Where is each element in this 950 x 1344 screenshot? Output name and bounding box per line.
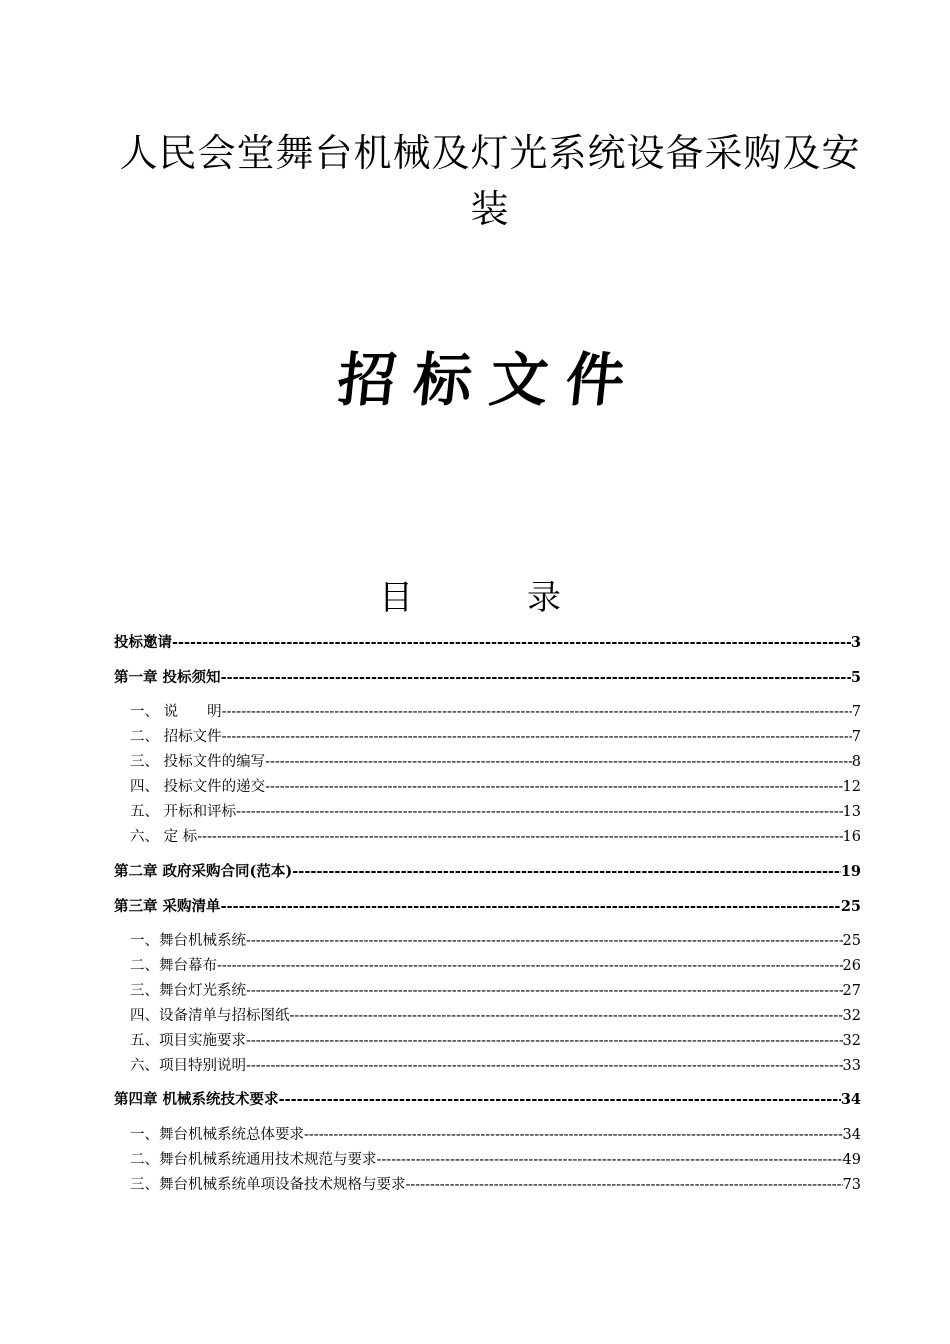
toc-entry-page: 25 xyxy=(842,933,861,949)
toc-leader xyxy=(197,826,842,848)
toc-entry-label: 第一章 投标须知 xyxy=(114,669,221,686)
toc-entry-page: 19 xyxy=(840,863,861,880)
toc-entry-page: 73 xyxy=(842,1177,861,1193)
toc-entry[interactable] xyxy=(114,667,861,689)
document-title: 人民会堂舞台机械及灯光系统设备采购及安装 xyxy=(119,131,861,231)
toc-entry[interactable] xyxy=(130,1124,861,1146)
toc-entry-label: 二、舞台幕布 xyxy=(130,958,217,974)
toc-leader xyxy=(246,1055,843,1077)
toc-entry-page: 34 xyxy=(842,1127,861,1143)
toc-entry[interactable] xyxy=(130,1055,861,1077)
toc-leader xyxy=(265,776,842,798)
toc-entry-label: 投标邀请 xyxy=(114,634,172,651)
toc-leader xyxy=(292,861,841,883)
toc-heading: 目 录 xyxy=(379,578,601,618)
toc-entry-label: 二、舞台机械系统通用技术规范与要求 xyxy=(130,1152,377,1168)
toc-leader xyxy=(279,1089,841,1111)
toc-entry[interactable] xyxy=(130,980,861,1002)
toc-entry[interactable] xyxy=(130,930,861,952)
toc-leader xyxy=(265,751,852,773)
toc-entry[interactable] xyxy=(130,701,861,723)
toc-leader xyxy=(246,930,843,952)
toc-entry[interactable] xyxy=(114,896,861,918)
toc-entry-page: 33 xyxy=(842,1058,861,1074)
toc-entry-page: 26 xyxy=(842,958,861,974)
toc-entry-label: 三、 投标文件的编写 xyxy=(130,754,266,770)
toc-entry-page: 25 xyxy=(840,898,861,915)
toc-entry-page: 7 xyxy=(851,704,861,720)
toc-leader xyxy=(221,667,851,689)
toc-leader xyxy=(246,1030,843,1052)
toc-leader xyxy=(217,955,843,977)
toc-entry[interactable] xyxy=(130,1005,861,1027)
toc-leader xyxy=(222,701,852,723)
toc-entry-label: 四、 投标文件的递交 xyxy=(130,779,266,795)
toc-entry-label: 一、舞台机械系统总体要求 xyxy=(130,1127,304,1143)
toc-entry-page: 49 xyxy=(842,1152,861,1168)
toc-entry[interactable] xyxy=(130,955,861,977)
toc-entry-label: 五、 开标和评标 xyxy=(130,804,237,820)
toc-entry[interactable] xyxy=(130,1030,861,1052)
toc-entry-page: 34 xyxy=(840,1091,861,1108)
toc-entry-page: 12 xyxy=(842,779,861,795)
toc-entry-label: 第三章 采购清单 xyxy=(114,898,221,915)
toc-entry-label: 三、舞台机械系统单项设备技术规格与要求 xyxy=(130,1177,406,1193)
toc-leader xyxy=(236,801,842,823)
toc-entry[interactable] xyxy=(114,861,861,883)
toc-leader xyxy=(406,1174,843,1196)
toc-entry-page: 16 xyxy=(842,829,861,845)
toc-entry[interactable] xyxy=(130,826,861,848)
toc-leader xyxy=(304,1124,843,1146)
toc-entry-label: 五、项目实施要求 xyxy=(130,1033,246,1049)
toc-entry-page: 32 xyxy=(842,1008,861,1024)
toc-leader xyxy=(377,1149,843,1171)
toc-entry-page: 5 xyxy=(850,669,861,686)
toc-entry-label: 六、项目特别说明 xyxy=(130,1058,246,1074)
toc-leader xyxy=(221,896,841,918)
toc-entry-label: 三、舞台灯光系统 xyxy=(130,983,246,999)
toc-entry[interactable] xyxy=(114,1089,861,1111)
toc-entry[interactable] xyxy=(130,726,861,748)
toc-entry-label: 一、舞台机械系统 xyxy=(130,933,246,949)
toc-entry[interactable] xyxy=(114,632,861,654)
toc-entry-label: 第四章 机械系统技术要求 xyxy=(114,1091,279,1108)
toc-entry-label: 六、 定 标 xyxy=(130,829,198,845)
toc-entry[interactable] xyxy=(130,1174,861,1196)
toc-entry-label: 四、设备清单与招标图纸 xyxy=(130,1008,290,1024)
toc-entry[interactable] xyxy=(130,1149,861,1171)
toc-leader xyxy=(246,980,843,1002)
document-type-heading: 招标文件 xyxy=(334,346,646,414)
toc-entry[interactable] xyxy=(130,776,861,798)
toc-entry-page: 13 xyxy=(842,804,861,820)
toc-entry[interactable] xyxy=(130,751,861,773)
toc-leader xyxy=(222,726,852,748)
toc-entry-page: 7 xyxy=(851,729,861,745)
toc-entry-label: 二、 招标文件 xyxy=(130,729,222,745)
toc-entry-page: 27 xyxy=(842,983,861,999)
toc-entry-page: 32 xyxy=(842,1033,861,1049)
toc-entry-label: 一、 说 明 xyxy=(130,704,222,720)
toc-leader xyxy=(290,1005,843,1027)
toc-entry-page: 3 xyxy=(850,634,861,651)
toc-entry-label: 第二章 政府采购合同(范本) xyxy=(114,863,293,880)
toc-entry[interactable] xyxy=(130,801,861,823)
toc-entry-page: 8 xyxy=(851,754,861,770)
toc-leader xyxy=(172,632,851,654)
